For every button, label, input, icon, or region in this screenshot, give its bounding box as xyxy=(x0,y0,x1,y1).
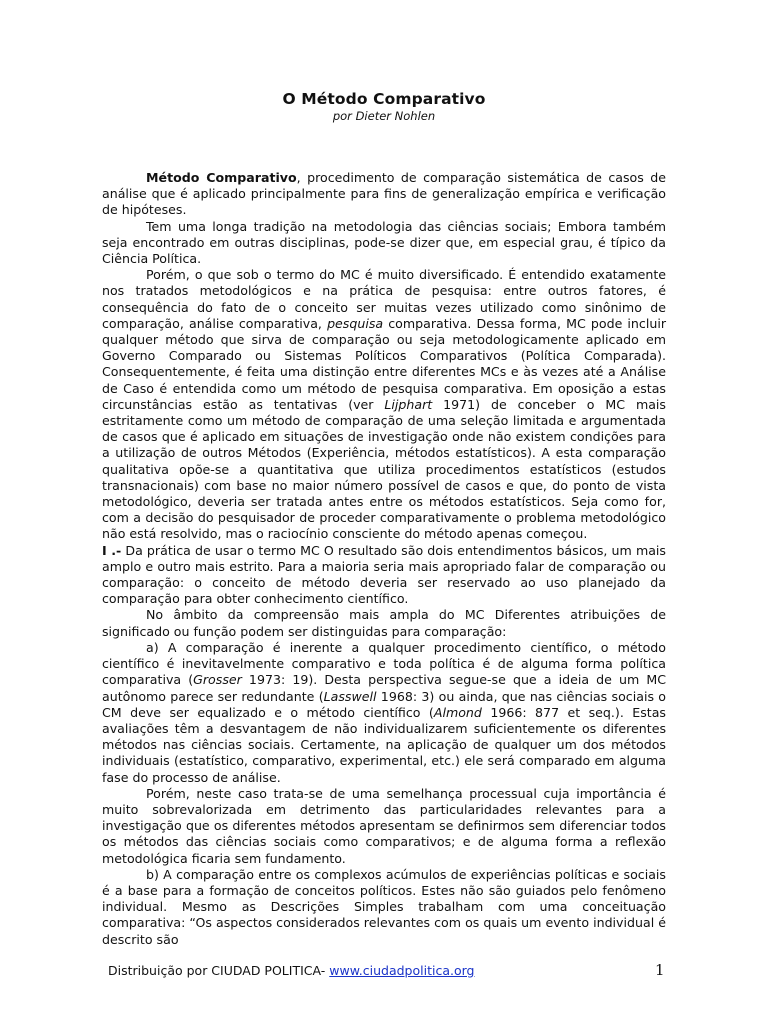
paragraph-2: Tem uma longa tradição na metodologia das ciências sociais; Embora também seja encontrado em outras disciplinas, pode-se dizer que, em especial grau, é típico da Ciência Política. xyxy=(102,218,666,267)
citation-author: Almond xyxy=(433,704,482,720)
paragraph-3-text-a: Porém, o que sob o termo do MC é muito diversificado. É entendido exatamente nos tratados metodológicos e na prática de pesquisa: entre outros fatores, é consequência do fato de o conceito ser muitas vezes utilizado como sinônimo de comparação, análise comparativa, xyxy=(102,267,666,331)
paragraph-8: b) A comparação entre os complexos acúmulos de experiências políticas e sociais é a base para a formação de conceitos políticos. Estes não são guiados pelo fenômeno individual. Mesmo as Descrições Simples trabalham com uma conceituação comparativa: “Os aspectos considerados relevantes com os quais um evento individual é descrito são xyxy=(102,866,666,947)
paragraph-6-text-d: 1966: 877 et seq.). Estas avaliações têm a desvantagem de não individualizarem suficientemente os diferentes métodos nas ciências sociais. Certamente, na aplicação de qualquer um dos métodos individuais (estatístico, comparativo, experimental, etc.) ele será comparado em alguma fase do processo de análise. xyxy=(102,704,666,785)
paragraph-7: Porém, neste caso trata-se de uma semelhança processual cuja importância é muito sobrevalorizada em detrimento das particularidades relevantes para a investigação que os diferentes métodos apresentam se definirmos sem diferenciar todos os métodos das ciências sociais como comparativos; e de alguma forma a reflexão metodológica ficaria sem fundamento. xyxy=(102,785,666,866)
italic-term: pesquisa xyxy=(327,315,384,331)
paragraph-4-text: Da prática de usar o termo MC O resultado são dois entendimentos básicos, um mais amplo e outro mais estrito. Para a maioria seria mais apropriado falar de comparação ou comparação: o conceito de método deveria ser reservado ao uso planejado da comparação para obter conhecimento científico. xyxy=(102,542,666,607)
document-body xyxy=(102,170,666,948)
paragraph-1 xyxy=(102,170,666,219)
citation-author: Lijphart xyxy=(384,396,433,412)
document-author: por Dieter Nohlen xyxy=(332,109,436,123)
citation-author: Grosser xyxy=(193,672,242,688)
footer-distribution-label: Distribuição por CIUDAD POLITICA- xyxy=(108,963,330,978)
citation-author: Lasswell xyxy=(323,688,377,704)
footer-distribution xyxy=(108,963,474,978)
page-number: 1 xyxy=(655,961,665,979)
paragraph-6-text-b: 1973: 19). Desta perspectiva segue-se que a ideia de um MC autônomo parece ser redundante ( xyxy=(102,672,666,704)
footer-website-link[interactable]: www.ciudadpolitica.org xyxy=(329,963,475,978)
paragraph-3-text-c: 1971) de conceber o MC mais estritamente como um método de comparação de uma seleção limitada e argumentada de casos que é aplicado em situações de investigação onde não existem condições para a utilização de outros Métodos (Experiência, métodos estatísticos). A esta comparação qualitativa opõe-se a quantitativa que utiliza procedimentos estatísticos (estudos transnacionais) com base no maior número possível de casos e que, do ponto de vista metodológico, deveria ser tratada antes entre os métodos estatísticos. Seja como for, com a decisão do pesquisador de proceder comparativamente o problema metodológico não está resolvido, mas o raciocínio consciente do método apenas começou. xyxy=(102,396,666,542)
paragraph-3 xyxy=(102,267,666,542)
bold-term: Método Comparativo xyxy=(146,170,297,185)
paragraph-6-text-c: 1968: 3) ou ainda, que nas ciências sociais o CM deve ser equalizado e o método científico ( xyxy=(102,688,667,720)
paragraph-5: No âmbito da compreensão mais ampla do MC Diferentes atribuições de significado ou função podem ser distinguidas para comparação: xyxy=(102,607,666,639)
paragraph-3-text-b: comparativa. Dessa forma, MC pode incluir qualquer método que sirva de comparação ou seja metodologicamente aplicado em Governo Comparado ou Sistemas Políticos Comparativos (Política Comparada). Consequentemente, é feita uma distinção entre diferentes MCs e às vezes até a Análise de Caso é entendida como um método de pesquisa comparativa. Em oposição a estas circunstâncias estão as tentativas (ver xyxy=(102,315,666,412)
paragraph-4 xyxy=(102,543,666,608)
paragraph-1-text: , procedimento de comparação sistemática de casos de análise que é aplicado principalmente para fins de generalização empírica e verificação de hipóteses. xyxy=(102,170,666,218)
document-title: O Método Comparativo xyxy=(282,90,486,108)
section-marker: I .- xyxy=(102,542,122,558)
paragraph-6 xyxy=(102,640,666,786)
paragraph-6-text-a: a) A comparação é inerente a qualquer procedimento científico, o método científico é inevitavelmente comparativo e toda política é de alguma forma política comparativa ( xyxy=(102,639,666,688)
